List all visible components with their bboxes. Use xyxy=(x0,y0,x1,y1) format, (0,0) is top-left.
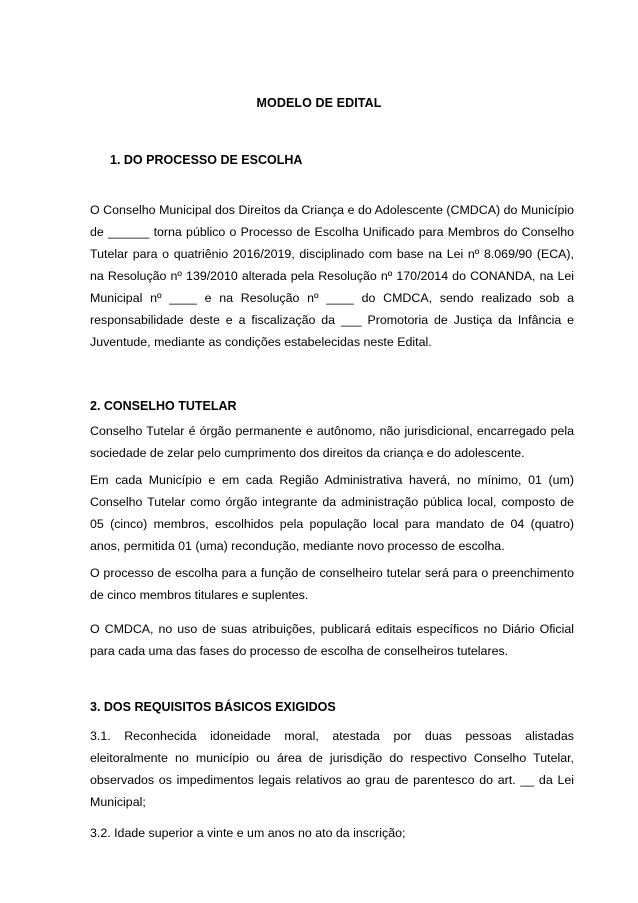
paragraph-processo-vagas: O processo de escolha para a função de conselheiro tutelar será para o preenchimento de cinco membros titulares e suplentes. xyxy=(90,566,574,602)
paragraph-edital-intro: O Conselho Municipal dos Direitos da Criança e do Adolescente (CMDCA) do Município de ______ torna público o Processo de Escolha Unificado para Membros do Conselho Tutelar para o quatriênio 2016/2019, disciplinado com base na Lei nº 8.069/90 (ECA), na Resolução nº 139/2010 alterada pela Resolução nº 170/2014 do CONANDA, na Lei Municipal nº ____ e na Resolução nº ____ do CMDCA, sendo realizado sob a responsabilidade deste e a fiscalização da ___ Promotoria de Justiça da Infância e Juventude, mediante as condições estabelecidas neste Edital. xyxy=(90,203,574,349)
section-heading-requisitos: 3. DOS REQUISITOS BÁSICOS EXIGIDOS xyxy=(90,700,336,714)
document-title: MODELO DE EDITAL xyxy=(256,96,382,110)
section-heading-processo-de-escolha: 1. DO PROCESSO DE ESCOLHA xyxy=(110,153,303,167)
paragraph-conselho-composition: Em cada Município e em cada Região Administrativa haverá, no mínimo, 01 (um) Conselho Tutelar como órgão integrante da administração pública local, composto de 05 (cinco) membros, escolhidos pela população local para mandato de 04 (quatro) anos, permitida 01 (uma) recondução, mediante novo processo de escolha. xyxy=(90,473,574,553)
paragraph-conselho-definition: Conselho Tutelar é órgão permanente e autônomo, não jurisdicional, encarregado pela sociedade de zelar pelo cumprimento dos direitos da criança e do adolescente. xyxy=(90,424,574,460)
paragraph-requisito-idoneidade: 3.1. Reconhecida idoneidade moral, atestada por duas pessoas alistadas eleitoralmente no município ou área de jurisdição do respectivo Conselho Tutelar, observados os impedimentos legais relativos ao grau de parentesco do art. __ da Lei Municipal; xyxy=(90,729,574,809)
paragraph-cmdca-editais: O CMDCA, no uso de suas atribuições, publicará editais específicos no Diário Oficial para cada uma das fases do processo de escolha de conselheiros tutelares. xyxy=(90,622,574,658)
paragraph-requisito-idade: 3.2. Idade superior a vinte e um anos no ato da inscrição; xyxy=(90,826,406,840)
section-heading-conselho-tutelar: 2. CONSELHO TUTELAR xyxy=(90,399,237,413)
